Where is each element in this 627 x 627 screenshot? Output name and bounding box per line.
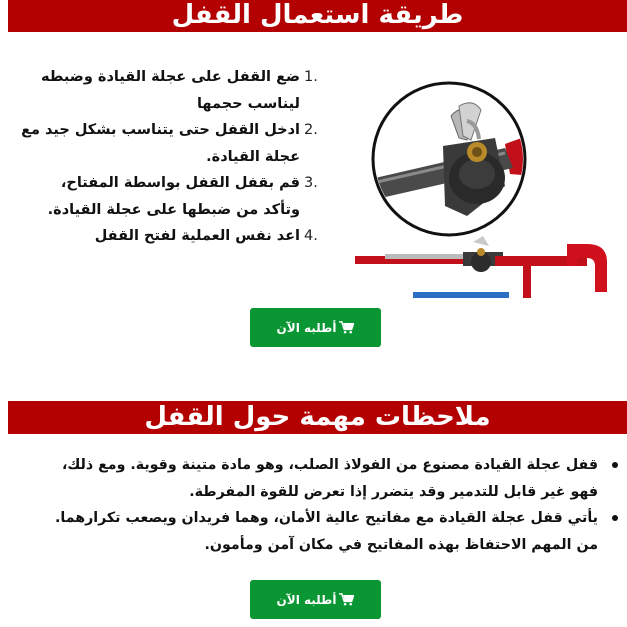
step-item [20,117,318,170]
order-now-button-bottom[interactable] [250,580,381,619]
product-image [355,66,609,298]
step-text: ادخل القفل حتى يتناسب بشكل جيد مع عجلة القيادة. [21,122,300,165]
section-title-usage: طريقة استعمال القفل [8,0,627,32]
order-now-label: أطلبه الآن [276,592,337,607]
order-now-button[interactable] [250,308,381,347]
step-item [20,64,318,117]
step-number: .1 [304,69,318,85]
step-number: .3 [304,175,318,191]
note-item: يأتي قفل عجلة القيادة مع مفاتيح عالية الأمان، وهما فريدان ويصعب تكرارهما. من المهم الاحتفاظ بهذه المفاتيح في مكان آمن ومأمون. [50,505,598,558]
order-now-label: أطلبه الآن [276,320,337,335]
step-number: .4 [304,228,318,244]
lock-closeup [355,66,609,266]
step-item [20,223,318,250]
shopping-cart-icon [339,321,354,334]
section-title-notes: ملاحظات مهمة حول القفل [8,401,627,434]
step-item [20,170,318,223]
usage-steps-list [20,64,330,250]
notes-list [50,452,624,558]
shopping-cart-icon [339,593,354,606]
step-text: اعد نفس العملية لفتح القفل [94,228,300,244]
note-item: قفل عجلة القيادة مصنوع من الفولاذ الصلب، وهو مادة متينة وقوية. ومع ذلك، فهو غير قابل للتدمير وقد يتضرر إذا تعرض للقوة المفرطة. [50,452,598,505]
lock-full-view [355,236,607,298]
step-text: قم بقفل القفل بواسطة المفتاح، وتأكد من ضبطها على عجلة القيادة. [47,175,300,218]
step-number: .2 [304,122,318,138]
step-text: ضع القفل على عجلة القيادة وضبطه ليناسب حجمها [40,69,300,112]
